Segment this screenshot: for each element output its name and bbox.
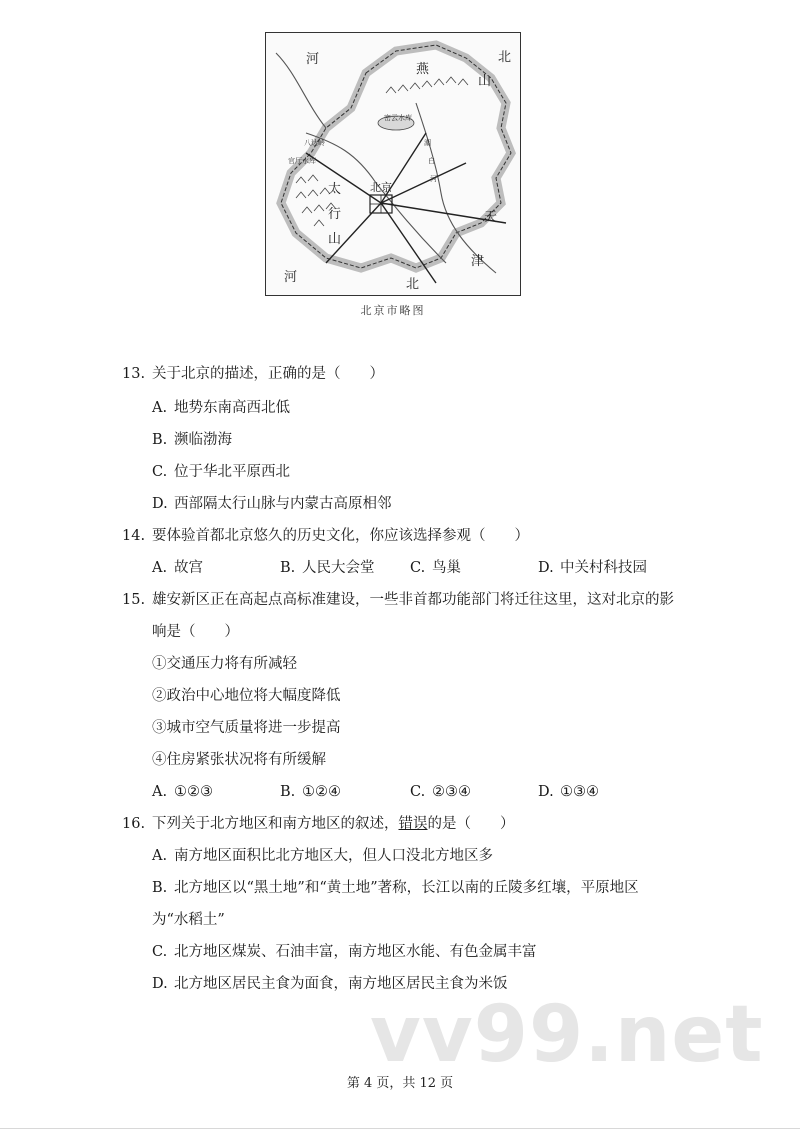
watermark: vv99.net	[370, 990, 764, 1080]
q15-option-c	[410, 782, 471, 802]
option-letter: A.	[152, 560, 168, 576]
beijing-map	[265, 32, 521, 296]
question-number: 13.	[122, 366, 146, 382]
map-label-jin: 津	[471, 254, 485, 269]
option-text: 北方地区煤炭、石油丰富，南方地区水能、有色金属丰富	[174, 944, 537, 960]
map-caption: 北京市略图	[360, 304, 426, 317]
question-number: 15.	[122, 592, 146, 608]
question-16	[122, 814, 515, 834]
option-text: 人民大会堂	[302, 560, 375, 576]
q14-option-b	[280, 558, 375, 578]
option-text: ①②④	[302, 784, 341, 800]
question-text-pre: 下列关于北方地区和南方地区的叙述，	[152, 816, 399, 832]
map-label-chao: 潮	[424, 139, 431, 147]
option-letter: D.	[152, 496, 168, 512]
map-label-shan-top: 山	[478, 74, 492, 89]
q15-option-d	[538, 782, 599, 802]
page-footer: 第 4 页，共 12 页	[346, 1076, 454, 1091]
question-number: 14.	[122, 528, 146, 544]
option-letter: D.	[538, 560, 554, 576]
map-label-tian: 天	[484, 210, 498, 225]
option-letter: B.	[280, 784, 296, 800]
page-bottom-divider	[0, 1128, 800, 1129]
map-label-bei-top: 北	[498, 50, 512, 65]
option-text: 北方地区以“黑土地”和“黄土地”著称，长江以南的丘陵多红壤，平原地区	[174, 880, 639, 896]
question-14	[122, 526, 529, 546]
question-text: 关于北京的描述，正确的是（ ）	[152, 366, 384, 382]
map-label-bai: 白	[428, 157, 435, 165]
map-label-beijing: 北京	[370, 181, 392, 194]
option-text: 中关村科技园	[560, 560, 647, 576]
q13-option-a	[152, 398, 290, 418]
question-text: 雄安新区正在高起点高标准建设，一些非首都功能部门将迁往这里，这对北京的影	[152, 592, 674, 608]
map-label-he-river: 河	[430, 175, 437, 183]
option-letter: C.	[410, 560, 426, 576]
option-text: 位于华北平原西北	[174, 464, 290, 480]
option-letter: A.	[152, 848, 168, 864]
option-text: ②③④	[432, 784, 471, 800]
q15-statement-4: ④住房紧张状况将有所缓解	[152, 752, 326, 768]
option-text: 地势东南高西北低	[174, 400, 290, 416]
map-graphic	[266, 33, 520, 295]
option-letter: D.	[152, 976, 168, 992]
option-letter: B.	[152, 880, 168, 896]
map-label-badaling: 八达岭	[304, 139, 325, 147]
map-label-he-bottom: 河	[284, 270, 298, 285]
q16-option-b	[152, 878, 639, 898]
option-text: 南方地区面积比北方地区大，但人口没北方地区多	[174, 848, 493, 864]
option-text: ①②③	[174, 784, 213, 800]
q14-option-a	[152, 558, 203, 578]
question-number: 16.	[122, 816, 146, 832]
option-text: 鸟巢	[432, 560, 461, 576]
map-label-miyun: 密云水库	[384, 114, 412, 122]
question-text-emphasis: 错误	[398, 816, 428, 832]
option-letter: A.	[152, 400, 168, 416]
option-text: 故宫	[174, 560, 203, 576]
map-label-he-top: 河	[306, 52, 320, 67]
question-text: 要体验首都北京悠久的历史文化，你应该选择参观（ ）	[152, 528, 529, 544]
q15-statement-2: ②政治中心地位将大幅度降低	[152, 688, 341, 704]
question-13	[122, 364, 384, 384]
q14-option-d	[538, 558, 647, 578]
q15-option-a	[152, 782, 213, 802]
option-letter: B.	[152, 432, 168, 448]
map-label-bei-bottom: 北	[406, 277, 420, 292]
option-text: 西部隔太行山脉与内蒙古高原相邻	[174, 496, 392, 512]
q14-option-c	[410, 558, 461, 578]
q16-option-b-continuation: 为“水稻土”	[152, 912, 225, 928]
option-letter: C.	[410, 784, 426, 800]
map-label-yan: 燕	[416, 62, 430, 77]
q16-option-c	[152, 942, 537, 962]
q15-option-b	[280, 782, 341, 802]
option-letter: B.	[280, 560, 296, 576]
q16-option-a	[152, 846, 493, 866]
question-15	[122, 590, 674, 610]
option-letter: C.	[152, 944, 168, 960]
map-label-hang: 行	[328, 207, 342, 222]
option-letter: D.	[538, 784, 554, 800]
question-15-continuation: 响是（ ）	[152, 624, 239, 640]
q13-option-c	[152, 462, 290, 482]
q15-statement-1: ①交通压力将有所减轻	[152, 656, 297, 672]
option-letter: A.	[152, 784, 168, 800]
option-text: ①③④	[560, 784, 599, 800]
q15-statement-3: ③城市空气质量将进一步提高	[152, 720, 341, 736]
option-text: 濒临渤海	[174, 432, 232, 448]
option-letter: C.	[152, 464, 168, 480]
q13-option-d	[152, 494, 392, 514]
question-text-post: 的是（ ）	[427, 816, 515, 832]
map-label-guanting: 官厅水库	[288, 157, 316, 165]
map-label-shan-left: 山	[328, 232, 342, 247]
map-label-tai: 太	[328, 182, 342, 197]
option-text: 北方地区居民主食为面食，南方地区居民主食为米饭	[174, 976, 508, 992]
q13-option-b	[152, 430, 232, 450]
